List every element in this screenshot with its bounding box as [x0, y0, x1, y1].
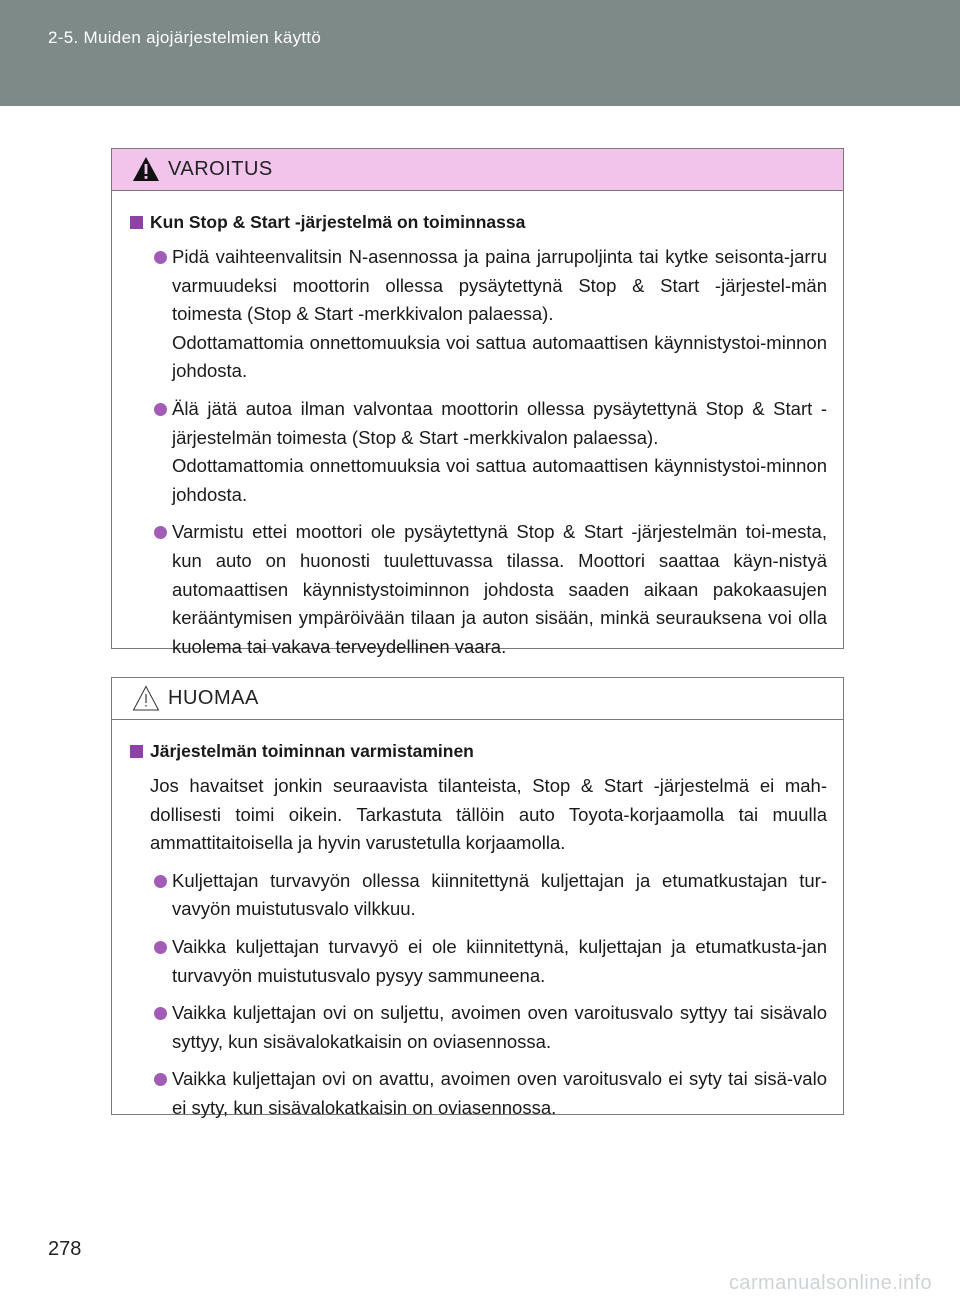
notice-intro: Jos havaitset jonkin seuraavista tilanteista, Stop & Start -järjestelmä ei mah-dollisesti toimi oikein. Tarkastuta tällöin auto Toyota-korjaamolla tai muulla ammattitaitoisella ja hyvin varustetulla korjaamolla.: [150, 775, 827, 854]
notice-title: HUOMAA: [168, 687, 259, 709]
notice-box: [111, 677, 844, 1118]
notice-subheading: Järjestelmän toiminnan varmistaminen: [130, 738, 827, 764]
bullet-dot-icon: [154, 941, 167, 954]
warning-subheading: Kun Stop & Start -järjestelmä on toiminnassa: [130, 209, 827, 235]
section-title: 2-5. Muiden ajojärjestelmien käyttö: [48, 28, 322, 47]
warning-box: [111, 148, 844, 657]
square-bullet-icon: [130, 745, 143, 758]
list-item: Vaikka kuljettajan turvavyö ei ole kiinnitettynä, kuljettajan ja etumatkusta-jan turvavyön muistutusvalo pysyy sammuneena.: [130, 933, 827, 990]
page-header: [0, 0, 960, 106]
bullet-dot-icon: [154, 1007, 167, 1020]
square-bullet-icon: [130, 216, 143, 229]
watermark: carmanualsonline.info: [729, 1272, 932, 1294]
bullet-dot-icon: [154, 526, 167, 539]
bullet-dot-icon: [154, 251, 167, 264]
list-item: Vaikka kuljettajan ovi on avattu, avoimen oven varoitusvalo ei syty tai sisä-valo ei syty, kun sisävalokatkaisin on oviasennossa.: [130, 1065, 827, 1122]
bullet-dot-icon: [154, 403, 167, 416]
list-item: Vaikka kuljettajan ovi on suljettu, avoimen oven varoitusvalo syttyy tai sisävalo syttyy, kun sisävalokatkaisin on oviasennossa.: [130, 999, 827, 1056]
warning-triangle-icon: [131, 155, 161, 183]
bullet-dot-icon: [154, 1073, 167, 1086]
list-item: Varmistu ettei moottori ole pysäytettynä Stop & Start -järjestelmän toi-mesta, kun auto on huonosti tuulettuvassa tilassa. Moottori saattaa käyn-nistyä automaattisen käynnistystoiminnon johdosta saaden aikaan pakokaasujen kerääntymisen ympäröivään tilaan ja auton sisään, minkä seurauksena voi olla kuolema tai vakava terveydellinen vaara.: [130, 518, 827, 661]
bullet-dot-icon: [154, 875, 167, 888]
list-item: Älä jätä autoa ilman valvontaa moottorin ollessa pysäytettynä Stop & Start -järjestelmän toimesta (Stop & Start -merkkivalon palaessa). Odottamattomia onnettomuuksia voi sattua automaattisen käynnistystoi-minnon johdosta.: [130, 395, 827, 509]
warning-title: VAROITUS: [168, 158, 273, 180]
page-number: 278: [48, 1238, 82, 1260]
list-item: Kuljettajan turvavyön ollessa kiinnitettynä kuljettajan ja etumatkustajan tur-vavyön muistutusvalo vilkkuu.: [130, 867, 827, 924]
list-item: Pidä vaihteenvalitsin N-asennossa ja paina jarrupoljinta tai kytke seisonta-jarru varmuudeksi moottorin ollessa pysäytettynä Stop & Start -järjestel-män toimesta (Stop & Start -merkkivalon palaessa). Odottamattomia onnettomuuksia voi sattua automaattisen käynnistystoi-minnon johdosta.: [130, 243, 827, 386]
notice-header: [112, 678, 843, 720]
caution-triangle-icon: [131, 684, 161, 712]
warning-header: [112, 149, 843, 191]
